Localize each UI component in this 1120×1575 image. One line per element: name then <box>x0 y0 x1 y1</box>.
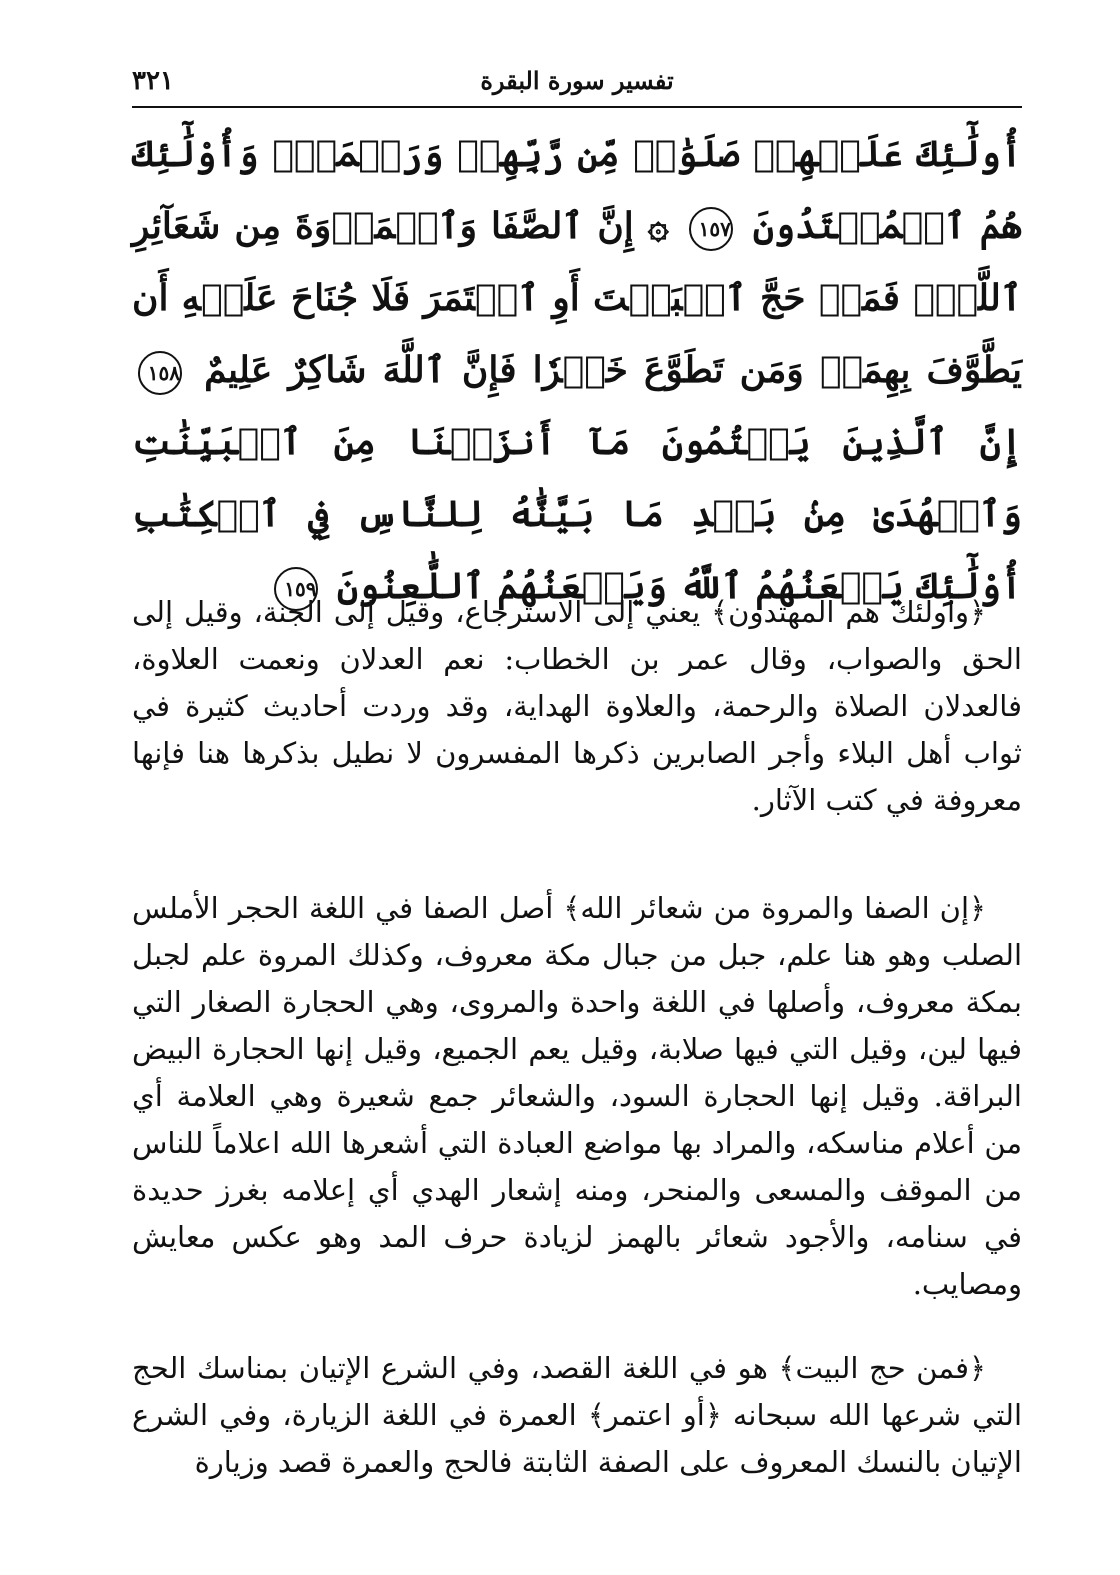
verse-159-number: ١٥٩ <box>274 567 318 611</box>
verse-157-number: ١٥٧ <box>689 207 733 251</box>
running-title: تفسير سورة البقرة <box>480 66 674 95</box>
page-number: ٣٢١ <box>132 66 174 96</box>
commentary-paragraph-2: ﴿إن الصفا والمروة من شعائر الله﴾ أصل الصفا في اللغة الحجر الأملس الصلب وهو هنا علم، جبل من جبال مكة معروف، وكذلك المروة علم لجبل بمكة معروف، وأصلها في اللغة واحدة والمروى، وهي الحجارة الصغار التي فيها لين، وقيل التي فيها صلابة، وقيل يعم الجميع، وقيل إنها الحجارة البيض البراقة. وقيل إنها الحجارة السود، والشعائر جمع شعيرة وهي العلامة أي من أعلام مناسكه، والمراد بها مواضع العبادة التي أشعرها الله اعلاماً للناس من الموقف والمسعى والمنحر، ومنه إشعار الهدي أي إعلامه بغرز حديدة في سنامه، والأجود شعائر بالهمز لزيادة حرف المد وهو عكس معايش ومصايب. <box>132 891 1022 1301</box>
page-header <box>132 66 1022 108</box>
verse-157-text: أُولَٰٓئِكَ عَلَيۡهِمۡ صَلَوَٰتٞ مِّن رَّبِّهِمۡ وَرَحۡمَةٞۖ وَأُوْلَٰٓئِكَ هُمُ ٱلۡمُهۡتَدُونَ <box>132 133 1022 247</box>
verse-158-number: ١٥٨ <box>138 351 182 395</box>
commentary-paragraph-3: ﴿فمن حج البيت﴾ هو في اللغة القصد، وفي الشرع الإتيان بمناسك الحج التي شرعها الله سبحانه ﴿أو اعتمر﴾ العمرة في اللغة الزيارة، وفي الشرع الإتيان بالنسك المعروف على الصفة الثابتة فالحج والعمرة قصد وزيارة <box>132 1351 1022 1479</box>
commentary-paragraph-1: ﴿وأولئك هم المهتدون﴾ يعني إلى الاسترجاع، وقيل إلى الجنة، وقيل إلى الحق والصواب، وقال عمر بن الخطاب: نعم العدلان ونعمت العلاوة، فالعدلان الصلاة والرحمة، والعلاوة الهداية، وقد وردت أحاديث كثيرة في ثواب أهل البلاء وأجر الصابرين ذكرها المفسرون لا نطيل بذكرها هنا فإنها معروفة في كتب الآثار. <box>132 595 1022 817</box>
verse-159-text: إِنَّ ٱلَّذِينَ يَكۡتُمُونَ مَآ أَنزَلۡنَا مِنَ ٱلۡبَيِّنَٰتِ وَٱلۡهُدَىٰ مِنۢ بَعۡدِ مَا بَيَّنَّٰهُ لِلنَّاسِ فِي ٱلۡكِتَٰبِ أُوْلَٰٓئِكَ يَلۡعَنُهُمُ ٱللَّهُ وَيَلۡعَنُهُمُ ٱللَّٰعِنُونَ <box>132 421 1022 607</box>
quran-verses <box>132 118 1022 622</box>
verse-158-text: ۞ إِنَّ ٱلصَّفَا وَٱلۡمَرۡوَةَ مِن شَعَآئِرِ ٱللَّهِۖ فَمَنۡ حَجَّ ٱلۡبَيۡتَ أَوِ ٱعۡتَمَرَ فَلَا جُنَاحَ عَلَيۡهِ أَن يَطَّوَّفَ بِهِمَاۚ وَمَن تَطَوَّعَ خَيۡرٗا فَإِنَّ ٱللَّهَ شَاكِرٌ عَلِيمٌ <box>132 205 1022 391</box>
